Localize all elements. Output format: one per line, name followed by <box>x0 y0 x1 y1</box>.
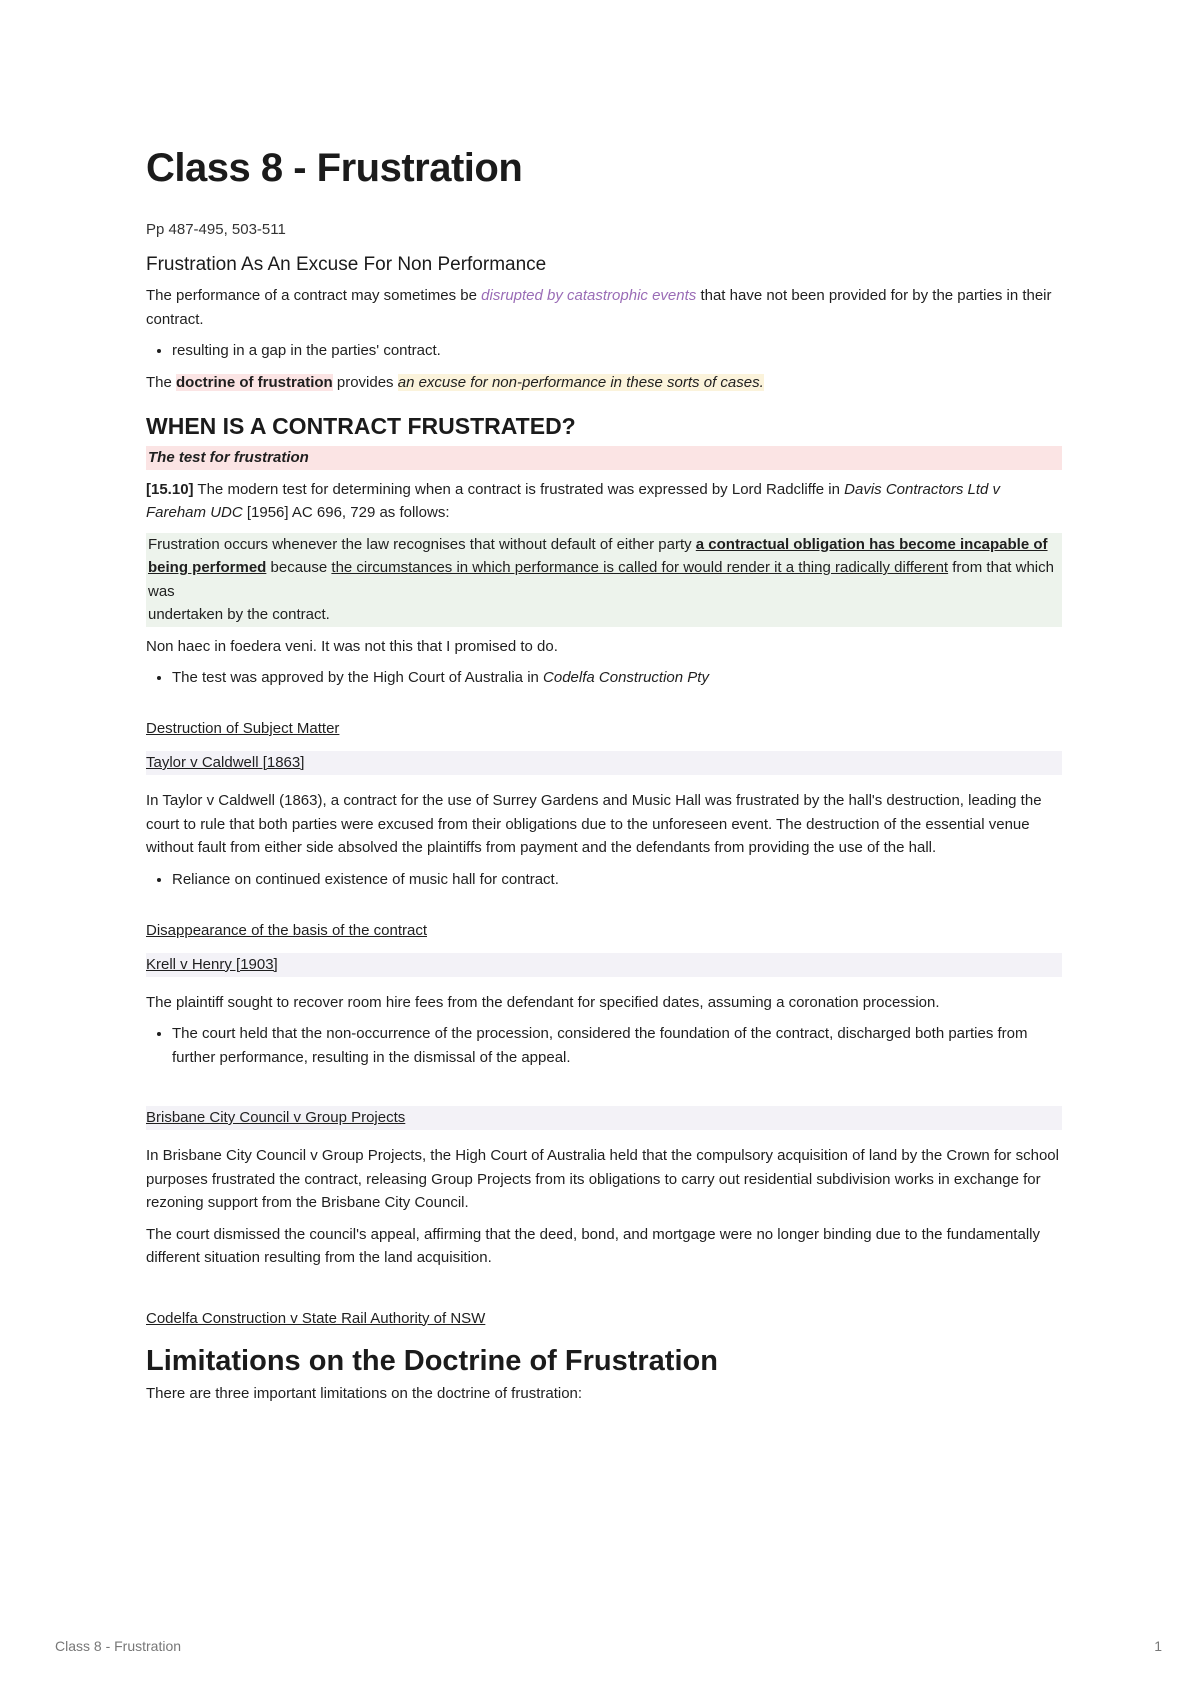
page-title: Class 8 - Frustration <box>146 146 523 190</box>
quote-block: Frustration occurs whenever the law recognises that without default of either party a contractual obligation has become incapable of being performed because the circumstances in which performance is called for would render it a thing radically different from that which was undertaken by the contract. <box>146 533 1062 627</box>
codelfa-heading: Codelfa Construction v State Rail Authority of NSW <box>146 1309 486 1327</box>
list-item: • The test was approved by the High Court of Australia in Codelfa Construction Pty <box>172 666 1062 690</box>
doctrine-paragraph: The doctrine of frustration provides an excuse for non-performance in these sorts of cases. <box>146 374 764 391</box>
list-item: • Reliance on continued existence of music hall for contract. <box>172 868 1062 892</box>
case-paragraph: The court dismissed the council's appeal, affirming that the deed, bond, and mortgage were no longer binding due to the fundamentally different situation resulting from the land acquisition. <box>146 1225 1040 1266</box>
yellow-highlight: an excuse for non-performance in these sorts of cases. <box>397 374 764 391</box>
test-callout: The test for frustration <box>146 446 1062 470</box>
case-title: Taylor v Caldwell [1863] <box>146 751 1062 775</box>
bullet-list <box>146 666 1062 690</box>
destruction-heading: Destruction of Subject Matter <box>146 720 340 737</box>
limitations-paragraph: There are three important limitations on the doctrine of frustration: <box>146 1384 583 1402</box>
list-item: • resulting in a gap in the parties' contract. <box>172 339 1062 363</box>
case-title: Krell v Henry [1903] <box>146 953 1062 977</box>
intro-paragraph: The performance of a contract may sometimes be disrupted by catastrophic events that have not been provided for by the parties in their contract. <box>146 287 1052 328</box>
document-page <box>146 146 1062 1413</box>
purple-highlight: disrupted by catastrophic events <box>481 287 697 304</box>
bullet-list <box>146 868 1062 892</box>
list-item: • The court held that the non-occurrence of the procession, considered the foundation of the contract, discharged both parties from further performance, resulting in the dismissal of the appeal. <box>172 1022 1062 1070</box>
test-paragraph: [15.10] The modern test for determining when a contract is frustrated was expressed by Lord Radcliffe in Davis Contractors Ltd v Fareham UDC [1956] AC 696, 729 as follows: <box>146 480 1001 521</box>
page-number: 1 <box>1154 1638 1162 1654</box>
case-title: Brisbane City Council v Group Projects <box>146 1106 1062 1130</box>
limitations-heading: Limitations on the Doctrine of Frustration <box>146 1344 718 1377</box>
latin-paragraph: Non haec in foedera veni. It was not this that I promised to do. <box>146 637 558 655</box>
bullet-list <box>146 1022 1062 1070</box>
red-highlight: doctrine of frustration <box>176 374 333 391</box>
section-heading-when-frustrated: WHEN IS A CONTRACT FRUSTRATED? <box>146 412 576 439</box>
section-heading-frustration-excuse: Frustration As An Excuse For Non Performance <box>146 254 547 275</box>
case-paragraph: In Brisbane City Council v Group Projects, the High Court of Australia held that the compulsory acquisition of land by the Crown for school purposes frustrated the contract, releasing Group Projects from its obligations to carry out residential subdivision works in exchange for rezoning support from the Brisbane City Council. <box>146 1147 1059 1211</box>
case-paragraph: The plaintiff sought to recover room hire fees from the defendant for specified dates, assuming a coronation procession. <box>146 993 940 1011</box>
disappearance-heading: Disappearance of the basis of the contract <box>146 921 428 939</box>
page-reference: Pp 487-495, 503-511 <box>146 221 286 238</box>
footer-title: Class 8 - Frustration <box>55 1638 182 1654</box>
bullet-list <box>146 339 1062 363</box>
case-paragraph: In Taylor v Caldwell (1863), a contract for the use of Surrey Gardens and Music Hall was frustrated by the hall's destruction, leading the court to rule that both parties were excused from their obligations due to the unforeseen event. The destruction of the essential venue without fault from either side absolved the plaintiffs from payment and the defendants from providing the use of the hall. <box>146 792 1042 856</box>
